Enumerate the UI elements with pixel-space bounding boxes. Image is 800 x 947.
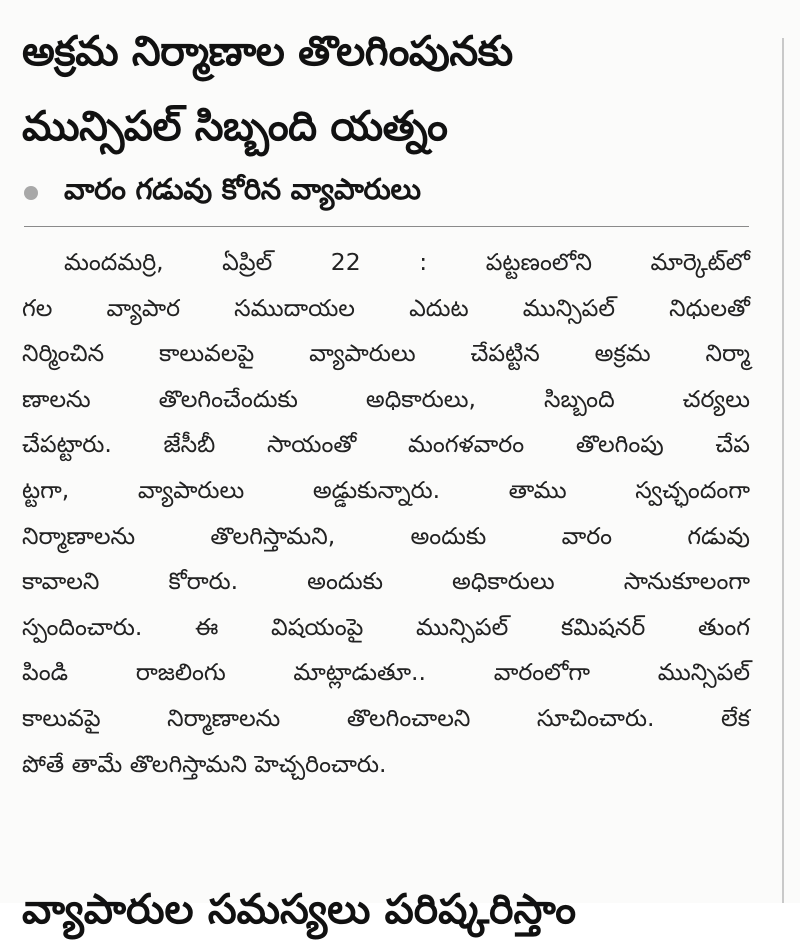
body-line-11: కాలువపై నిర్మాణాలను తొలగించాలని సూచించారు. లేక — [22, 703, 750, 732]
subheadline-divider — [24, 226, 749, 227]
body-line-9: స్పందించారు. ఈ విషయంపై మున్సిపల్ కమిషనర్ తుంగ — [22, 612, 750, 641]
bullet-dot-icon — [24, 186, 38, 200]
article-headline — [22, 14, 762, 164]
subheadline-text: వారం గడువు కోరిన వ్యాపారులు — [64, 172, 421, 206]
column-divider — [782, 38, 784, 903]
headline-line-2: మున్సిపల్ సిబ్బంది యత్నం — [22, 102, 448, 150]
body-line-1: మందమర్రి, ఏప్రిల్ 22 : పట్టణంలోని మార్కెట్‌లో — [64, 248, 750, 276]
next-article-headline-cut: వ్యాపారుల సమస్యలు పరిష్కరిస్తాం — [22, 885, 577, 933]
body-line-5: చేపట్టారు. జేసీబీ సాయంతో మంగళవారం తొలగింపు చేప — [22, 430, 750, 459]
article-subheadline — [24, 168, 421, 218]
body-line-12: పోతే తామే తొలగిస్తామని హెచ్చరించారు. — [22, 749, 387, 778]
body-line-3: నిర్మించిన కాలువలపై వ్యాపారులు చేపట్టిన అక్రమ నిర్మా — [22, 339, 750, 368]
body-line-8: కావాలని కోరారు. అందుకు అధికారులు సానుకూలంగా — [22, 567, 750, 596]
headline-line-1: అక్రమ నిర్మాణాల తొలగింపునకు — [22, 27, 513, 75]
body-line-10: పిండి రాజలింగు మాట్లాడుతూ.. వారంలోగా మున్సిపల్ — [22, 658, 750, 687]
body-line-7: నిర్మాణాలను తొలగిస్తామని, అందుకు వారం గడువు — [22, 521, 750, 550]
body-line-2: గల వ్యాపార సముదాయల ఎదుట మున్సిపల్ నిధులతో — [22, 293, 750, 322]
article-body — [22, 240, 750, 787]
body-line-6: ట్టగా, వ్యాపారులు అడ్డుకున్నారు. తాము స్వచ్ఛందంగా — [22, 475, 750, 504]
body-line-4: ణాలను తొలగించేందుకు అధికారులు, సిబ్బంది చర్యలు — [22, 384, 750, 413]
